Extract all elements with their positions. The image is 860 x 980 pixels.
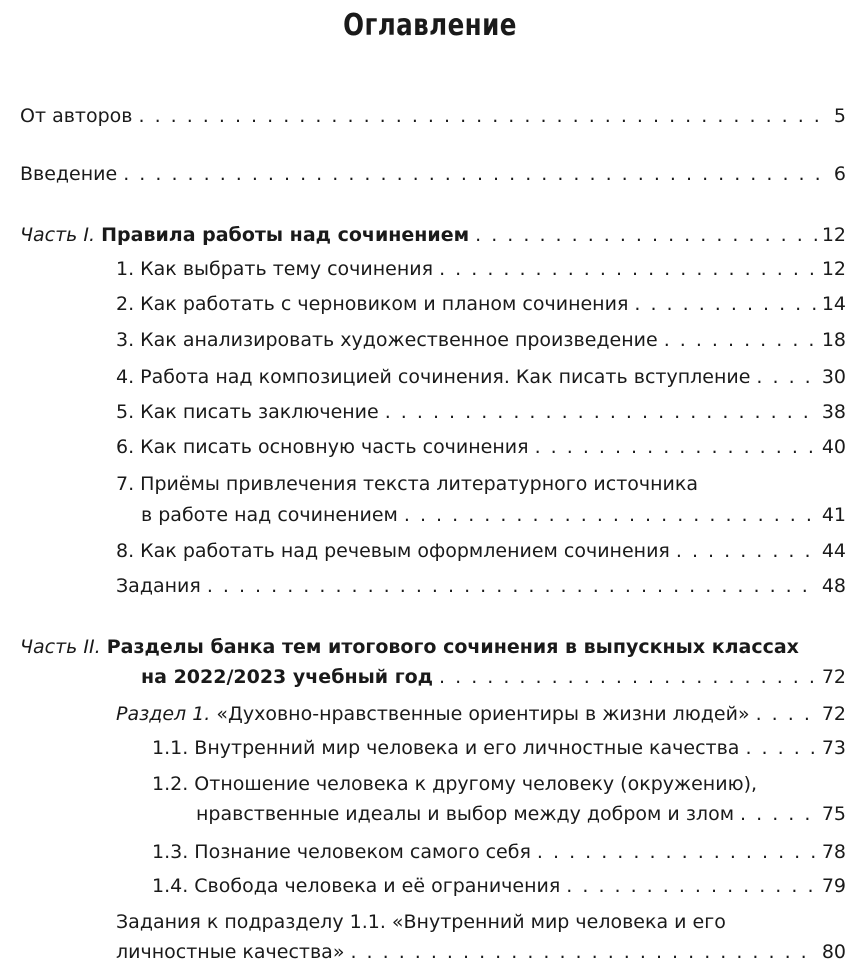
- toc-entry-2[interactable]: [116, 290, 846, 318]
- dot-leader: [676, 537, 818, 565]
- dot-leader: [745, 734, 817, 762]
- dot-leader: [756, 700, 818, 728]
- toc-page-number: 5: [833, 105, 846, 127]
- toc-entry-1-1[interactable]: [152, 734, 846, 762]
- dot-leader: [123, 160, 830, 188]
- dot-leader: [537, 838, 818, 866]
- toc-page-number: 38: [821, 401, 846, 423]
- toc-page-number: 12: [821, 258, 846, 280]
- toc-page-number: 44: [821, 540, 846, 562]
- toc-entry-tasks[interactable]: [116, 572, 846, 600]
- toc-page-number: 79: [821, 875, 846, 897]
- dot-leader: [740, 800, 818, 828]
- dot-leader: [535, 433, 818, 461]
- toc-entry-part2[interactable]: [141, 663, 846, 691]
- toc-entry-part1[interactable]: [20, 221, 846, 249]
- toc-part-title-cont: на 2022/2023 учебный год: [141, 666, 434, 688]
- dot-leader: [566, 872, 818, 900]
- toc-entry-part2-line1[interactable]: [20, 633, 799, 661]
- toc-entry-1[interactable]: [116, 255, 846, 283]
- toc-entry-text: 2. Как работать с черновиком и планом сочинения: [116, 293, 629, 315]
- toc-entry-text: Задания: [116, 575, 201, 597]
- toc-page-number: 48: [821, 575, 846, 597]
- toc-entry-text: 1.3. Познание человеком самого себя: [152, 841, 531, 863]
- toc-entry-1-3[interactable]: [152, 838, 846, 866]
- toc-entry-3[interactable]: [116, 326, 846, 354]
- toc-page-number: 30: [821, 366, 846, 388]
- dot-leader: [439, 663, 818, 691]
- toc-page-number: 72: [821, 703, 846, 725]
- toc-page-number: 78: [821, 841, 846, 863]
- dot-leader: [439, 255, 818, 283]
- toc-entry-text: Введение: [20, 163, 118, 185]
- toc-page-number: 75: [821, 803, 846, 825]
- toc-part-title: Разделы банка тем итогового сочинения в выпускных классах: [106, 636, 799, 658]
- dot-leader: [207, 572, 818, 600]
- toc-entry-text: 5. Как писать заключение: [116, 401, 379, 423]
- dot-leader: [385, 398, 818, 426]
- toc-entry-text: личностные качества»: [116, 941, 345, 963]
- toc-page-number: 14: [821, 293, 846, 315]
- toc-entry-text: 3. Как анализировать художественное произведение: [116, 329, 658, 351]
- toc-entry-tasks-1-1-line1[interactable]: Задания к подразделу 1.1. «Внутренний мир человека и его: [116, 911, 726, 933]
- toc-part-prefix: Часть II.: [20, 636, 101, 658]
- toc-entry-tasks-1-1[interactable]: [116, 938, 846, 966]
- toc-entry-8[interactable]: [116, 537, 846, 565]
- toc-entry-text: 1. Как выбрать тему сочинения: [116, 258, 434, 280]
- dot-leader: [756, 363, 817, 391]
- toc-entry-text: От авторов: [20, 105, 133, 127]
- dot-leader: [138, 102, 829, 130]
- toc-page-number: 12: [821, 224, 846, 246]
- toc-entry-6[interactable]: [116, 433, 846, 461]
- toc-entry-4[interactable]: [116, 363, 846, 391]
- dot-leader: [475, 221, 818, 249]
- toc-entry-1-2[interactable]: [196, 800, 846, 828]
- toc-entry-text: 8. Как работать над речевым оформлением сочинения: [116, 540, 670, 562]
- toc-entry-5[interactable]: [116, 398, 846, 426]
- page-title: Оглавление: [343, 8, 517, 43]
- toc-page-number: 80: [821, 941, 846, 963]
- toc-entry-text: в работе над сочинением: [141, 504, 398, 526]
- toc-page-number: 6: [833, 163, 846, 185]
- toc-entry-section1[interactable]: [116, 700, 846, 728]
- toc-page-number: 72: [821, 666, 846, 688]
- toc-section-prefix: Раздел 1.: [116, 703, 211, 725]
- toc-page-number: 41: [821, 504, 846, 526]
- toc-entry-text: 1.1. Внутренний мир человека и его личностные качества: [152, 737, 740, 759]
- toc-entry-text: 6. Как писать основную часть сочинения: [116, 436, 529, 458]
- dot-leader: [350, 938, 817, 966]
- toc-entry-text: нравственные идеалы и выбор между добром и злом: [196, 803, 735, 825]
- dot-leader: [664, 326, 818, 354]
- toc-entry-text: 1.4. Свобода человека и её ограничения: [152, 875, 561, 897]
- toc-section-title: «Духовно-нравственные ориентиры в жизни людей»: [216, 703, 750, 725]
- toc-entry-7[interactable]: [141, 501, 846, 529]
- toc-part-title: Правила работы над сочинением: [101, 224, 470, 246]
- toc-entry-intro[interactable]: [20, 160, 846, 188]
- dot-leader: [634, 290, 817, 318]
- dot-leader: [404, 501, 818, 529]
- toc-entry-text: 4. Работа над композицией сочинения. Как писать вступление: [116, 366, 751, 388]
- toc-entry-1-2-line1[interactable]: 1.2. Отношение человека к другому человеку (окружению),: [152, 773, 758, 795]
- toc-entry-authors[interactable]: [20, 102, 846, 130]
- toc-entry-7-line1[interactable]: 7. Приёмы привлечения текста литературного источника: [116, 473, 698, 495]
- toc-page-number: 18: [821, 329, 846, 351]
- toc-entry-1-4[interactable]: [152, 872, 846, 900]
- toc-part-prefix: Часть I.: [20, 224, 96, 246]
- toc-page-number: 73: [821, 737, 846, 759]
- toc-page-number: 40: [821, 436, 846, 458]
